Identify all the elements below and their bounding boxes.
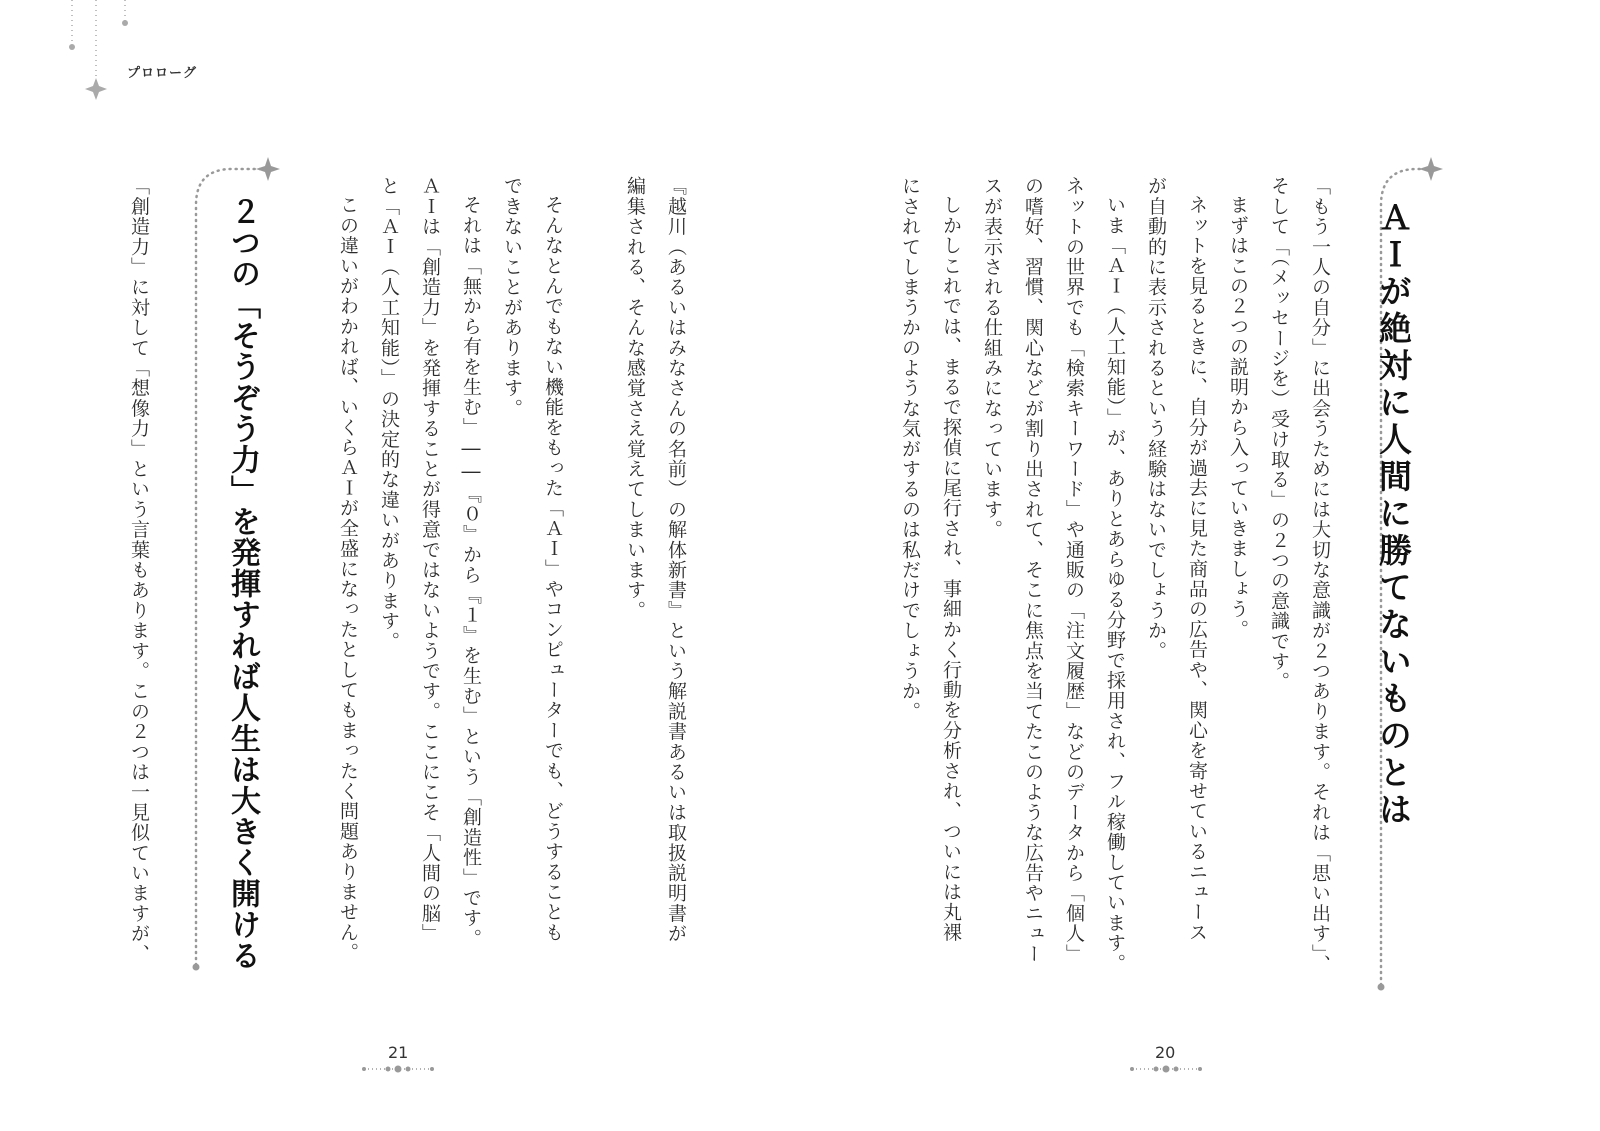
paragraph: 「創造力」に対して「想像力」という言葉もあります。この２つは一見似ていますが、 [128,176,150,964]
paragraph: にされてしまうかのような気がするのは私だけでしょうか。 [899,176,921,722]
paragraph: 『越川（あるいはみなさんの名前）の解体新書』という解説書あるいは取扱説明書が [665,176,687,944]
paragraph: スが表示される仕組みになっています。 [981,176,1003,540]
paragraph: そんなとんでもない機能をもった「ＡＩ」やコンピューターでも、どうすることも [542,195,564,943]
paragraph: ネットを見るときに、自分が過去に見た商品の広告や、関心を寄せているニュース [1186,195,1208,943]
paragraph: そして「（メッセージを）受け取る」の２つの意識です。 [1268,176,1290,692]
section-heading: ＡＩが絶対に人間に勝てないものとは [1374,200,1413,829]
paragraph: と「ＡＩ（人工知能）」の決定的な違いがあります。 [378,176,400,652]
page-number-ornament-icon [362,1063,434,1075]
section-heading: ２つの「そうぞう力」を発揮すれば人生は大きく開ける [225,196,260,971]
page-number: 21 [388,1043,409,1062]
paragraph: いま「ＡＩ（人工知能）」が、ありとあらゆる分野で採用され、フル稼働しています。 [1104,195,1126,974]
paragraph: まずはこの２つの説明から入っていきましょう。 [1227,195,1249,640]
paragraph: 編集される、そんな感覚さえ覚えてしまいます。 [624,176,646,621]
paragraph: の嗜好、習慣、関心などが割り出されて、そこに焦点を当てたこのような広告やニュー [1022,176,1044,964]
page-number-ornament-icon [1130,1063,1202,1075]
running-head: プロローグ [127,66,198,81]
paragraph: この違いがわかれば、いくらＡＩが全盛になったとしてもまったく問題ありません。 [337,195,359,963]
paragraph: ＡＩは「創造力」を発揮することが得意ではないようです。ここにこそ「人間の脳」 [419,176,441,944]
corner-ornament-icon [60,0,140,100]
paragraph: それは「無から有を生む」――『０』から『１』を生む」という「創造性」です。 [460,195,482,949]
paragraph: 「もう一人の自分」に出会うためには大切な意識が２つあります。それは「思い出す」、 [1309,176,1331,975]
paragraph: が自動的に表示されるという経験はないでしょうか。 [1145,176,1167,661]
paragraph: しかしこれでは、まるで探偵に尾行され、事細かく行動を分析され、ついには丸裸 [940,195,962,943]
page-number: 20 [1155,1043,1176,1062]
paragraph: できないことがあります。 [501,176,523,419]
paragraph: ネットの世界でも「検索キーワード」や通販の「注文履歴」などのデータから「個人」 [1063,176,1085,964]
